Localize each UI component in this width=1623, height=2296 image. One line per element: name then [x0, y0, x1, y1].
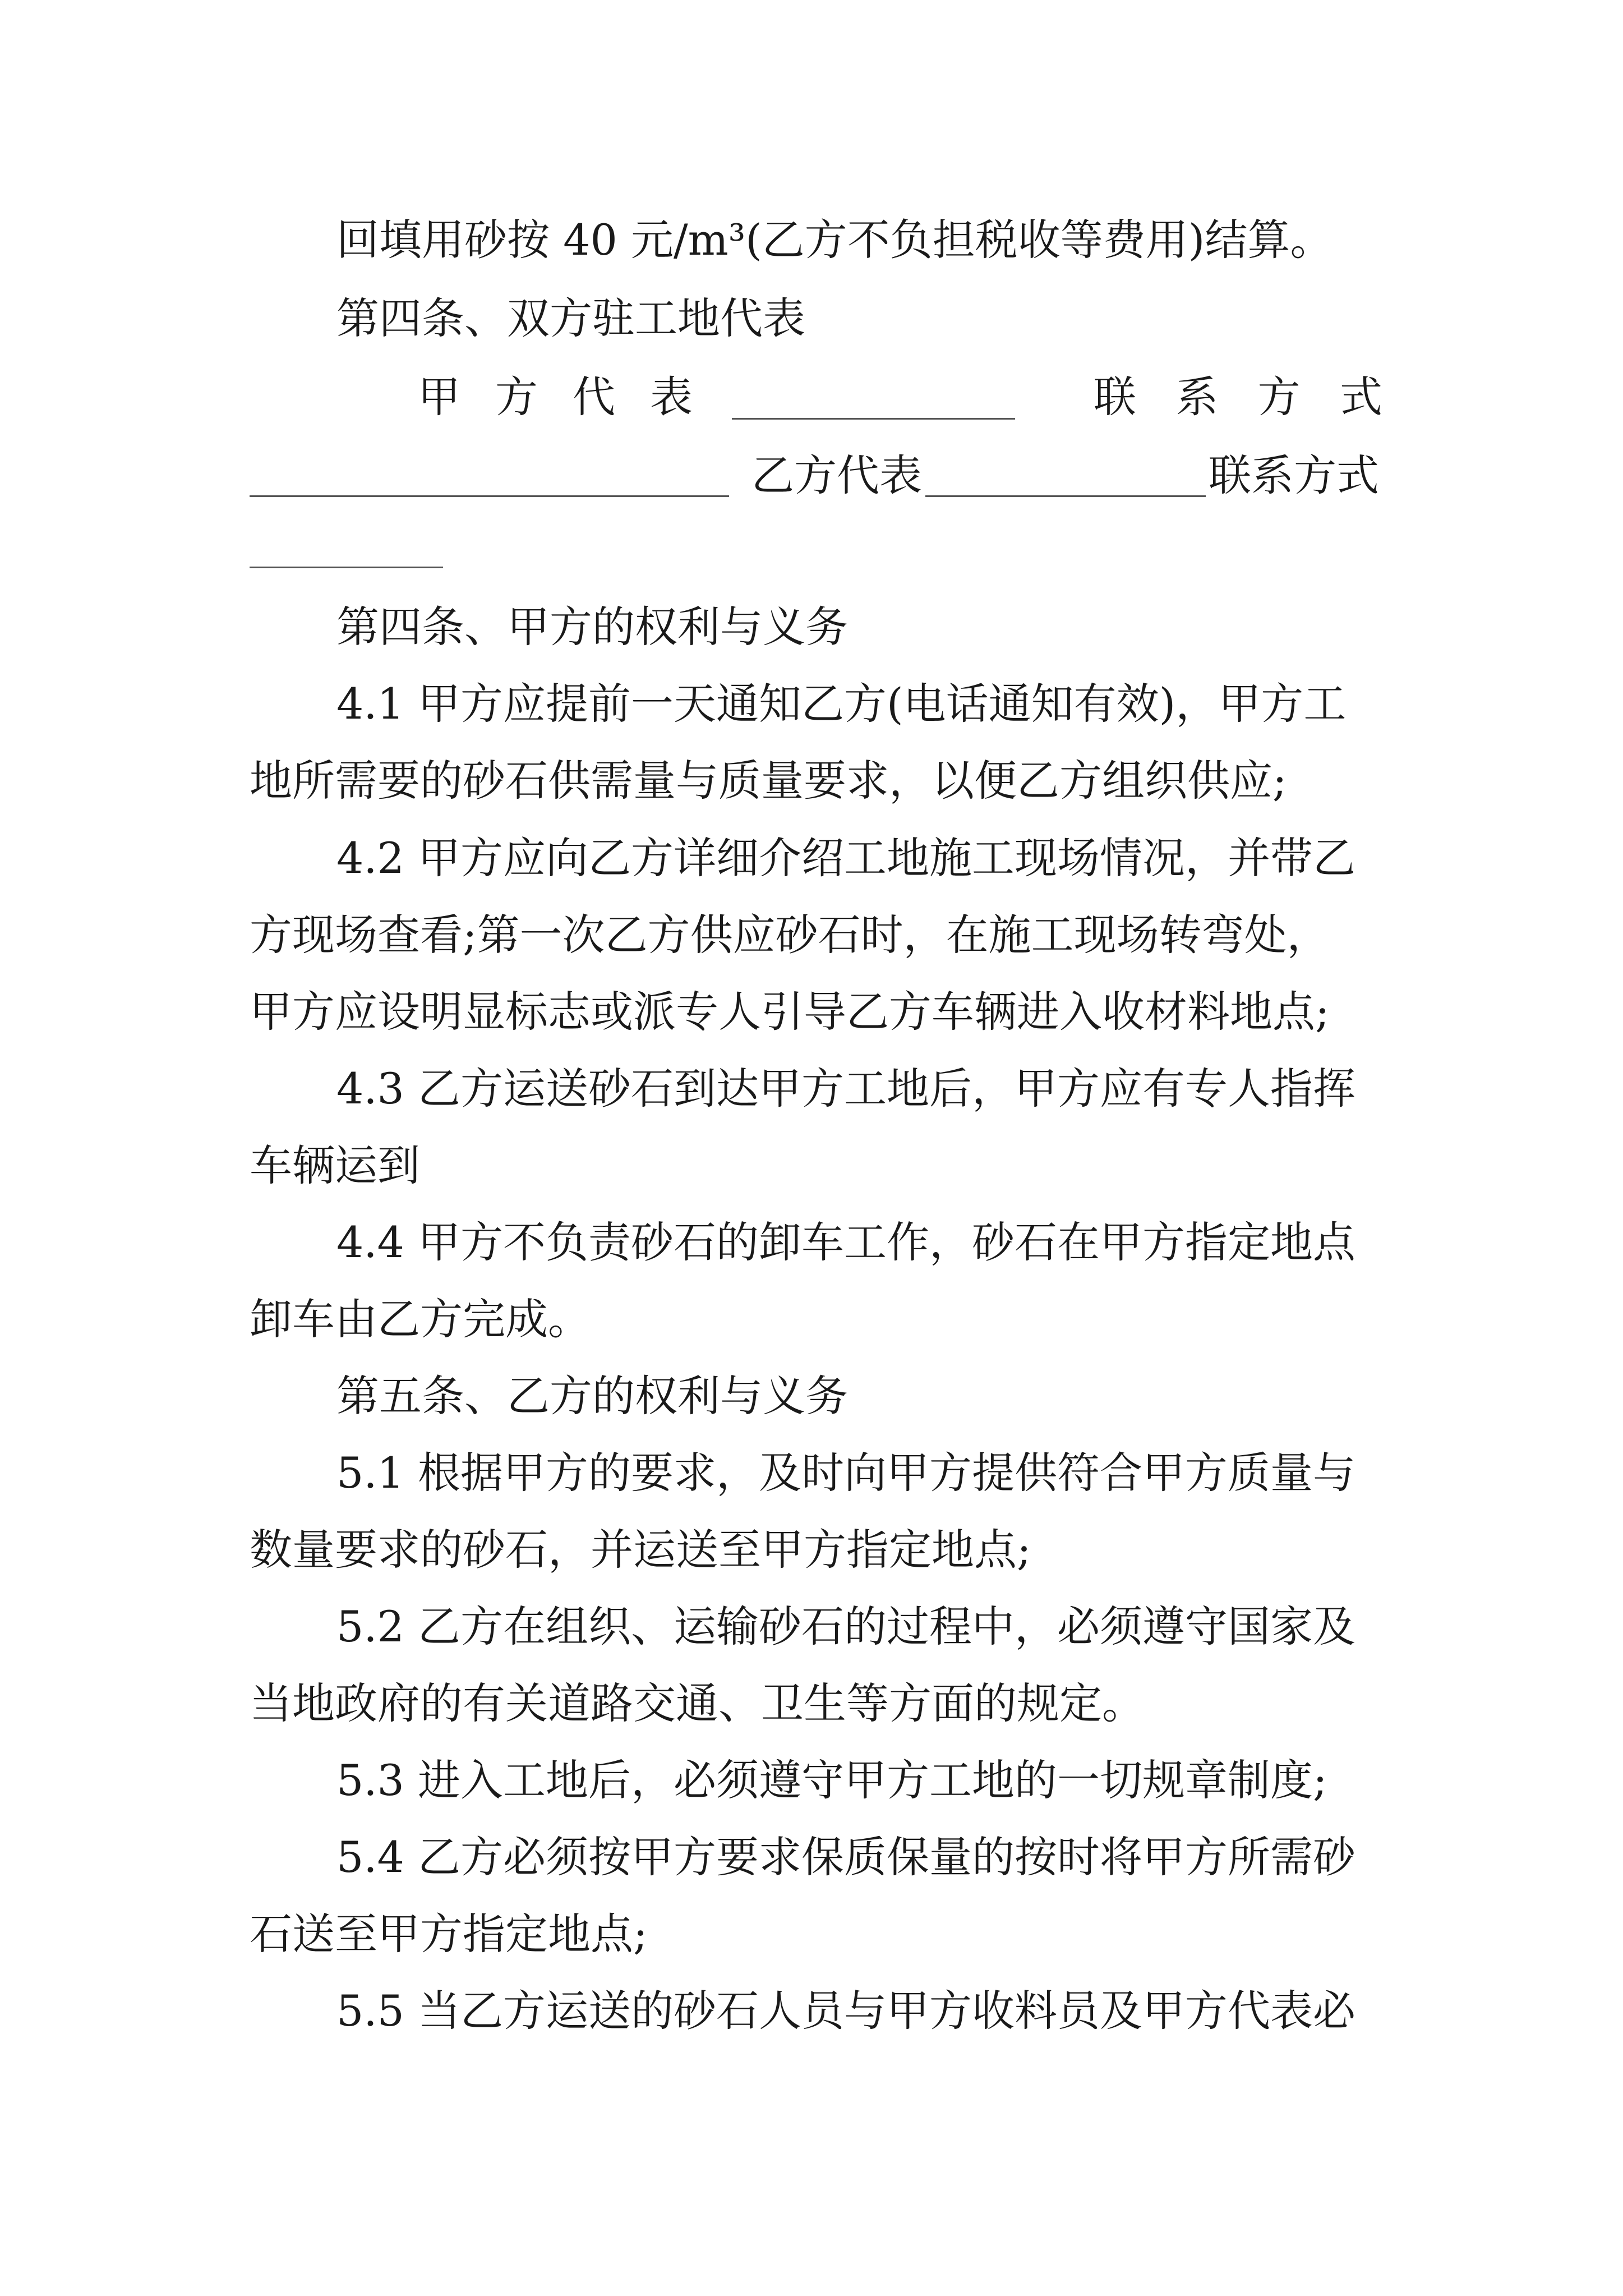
paragraph-line: 方现场查看;第一次乙方供应砂石时，在施工现场转弯处， [250, 910, 1330, 960]
rep-b-label: 乙方代表 [751, 450, 922, 500]
section-heading: 第四条、双方驻工地代表 [336, 293, 805, 343]
rep-a-blank [732, 418, 1015, 420]
paragraph-line: 4.1 甲方应提前一天通知乙方(电话通知有效)，甲方工 [336, 679, 1347, 729]
contact-b-blank [250, 567, 443, 568]
contact-b-label: 联系方式 [1209, 450, 1379, 500]
section-heading: 第四条、甲方的权利与义务 [336, 602, 848, 652]
paragraph-line: 当地政府的有关道路交通、卫生等方面的规定。 [250, 1678, 1145, 1728]
paragraph-line: 5.5 当乙方运送的砂石人员与甲方收料员及甲方代表必 [336, 1986, 1356, 2036]
paragraph-line: 石送至甲方指定地点; [250, 1909, 648, 1959]
paragraph-line: 5.4 乙方必须按甲方要求保质保量的按时将甲方所需砂 [336, 1832, 1356, 1882]
contact-a-char: 方 [1257, 372, 1301, 422]
contact-a-blank [250, 495, 729, 497]
contact-a-char: 系 [1175, 372, 1219, 422]
paragraph-line: 5.2 乙方在组织、运输砂石的过程中，必须遵守国家及 [336, 1602, 1356, 1651]
paragraph-line: 卸车由乙方完成。 [250, 1294, 591, 1344]
section-heading: 第五条、乙方的权利与义务 [336, 1371, 848, 1421]
rep-a-char: 方 [495, 372, 538, 422]
rep-a-char: 表 [650, 372, 693, 422]
paragraph-line: 回填用砂按 40 元/m³(乙方不负担税收等费用)结算。 [336, 215, 1333, 265]
paragraph-line: 甲方应设明显标志或派专人引导乙方车辆进入收材料地点; [250, 987, 1330, 1037]
paragraph-line: 车辆运到 [250, 1140, 420, 1190]
paragraph-line: 4.2 甲方应向乙方详细介绍工地施工现场情况，并带乙 [336, 833, 1356, 883]
rep-b-blank [925, 495, 1206, 497]
paragraph-line: 5.1 根据甲方的要求，及时向甲方提供符合甲方质量与 [336, 1448, 1356, 1498]
paragraph-line: 5.3 进入工地后，必须遵守甲方工地的一切规章制度; [336, 1755, 1327, 1805]
contact-a-char: 式 [1339, 372, 1382, 422]
paragraph-line: 4.4 甲方不负责砂石的卸车工作，砂石在甲方指定地点 [336, 1217, 1356, 1267]
paragraph-line: 数量要求的砂石，并运送至甲方指定地点; [250, 1525, 1031, 1575]
rep-a-char: 甲 [418, 372, 460, 422]
contact-a-char: 联 [1094, 372, 1136, 422]
paragraph-line: 4.3 乙方运送砂石到达甲方工地后，甲方应有专人指挥 [336, 1064, 1356, 1114]
rep-a-char: 代 [573, 372, 615, 422]
rep-a-label [418, 369, 693, 425]
contact-a-label [1094, 369, 1382, 425]
paragraph-line: 地所需要的砂石供需量与质量要求，以便乙方组织供应; [250, 756, 1287, 806]
